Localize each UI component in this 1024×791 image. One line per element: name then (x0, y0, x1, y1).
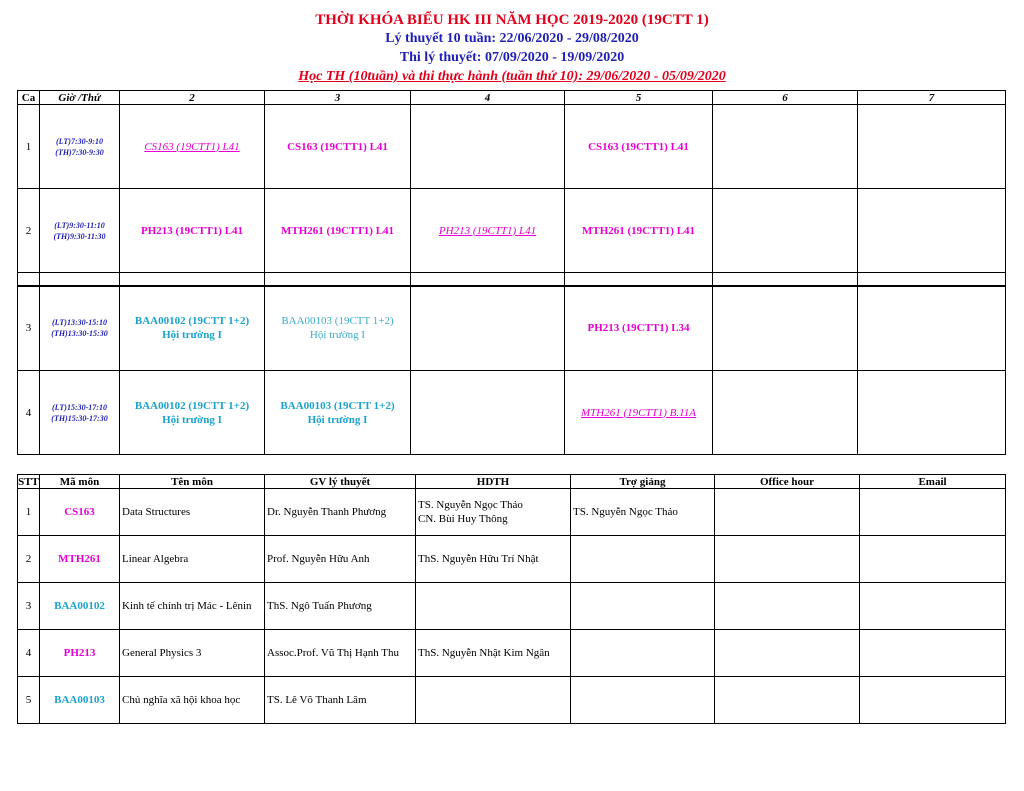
class-cell (411, 371, 565, 455)
time-th: (TH)13:30-15:30 (51, 329, 108, 339)
time-slot (40, 371, 120, 455)
col-day-5: 5 (565, 91, 713, 105)
ca-number: 4 (18, 371, 40, 455)
course-name: Kinh tế chính trị Mác - Lênin (120, 583, 265, 630)
course-header-row (18, 475, 1006, 489)
course-stt: 2 (18, 536, 40, 583)
schedule-row (18, 371, 1006, 455)
class-room: Hội trường I (307, 413, 368, 426)
theory-period: Lý thuyết 10 tuần: 22/06/2020 - 29/08/2020 (385, 31, 639, 46)
col-lecturer: GV lý thuyết (265, 475, 416, 489)
spacer-row (18, 273, 1006, 286)
course-code: BAA00103 (40, 677, 120, 724)
class-cell (265, 371, 411, 455)
col-day-3: 3 (265, 91, 411, 105)
course-lecturer: Assoc.Prof. Vũ Thị Hạnh Thu (265, 630, 416, 677)
class-cell (858, 105, 1006, 189)
col-ta: Trợ giảng (571, 475, 715, 489)
class-cell: CS163 (19CTT1) L41 (265, 105, 411, 189)
time-th: (TH)7:30-9:30 (55, 147, 104, 157)
course-table (17, 474, 1006, 724)
class-cell (858, 286, 1006, 371)
course-office-hour (715, 677, 860, 724)
exam-period: Thi lý thuyết: 07/09/2020 - 19/09/2020 (399, 50, 625, 65)
class-code: BAA00103 (19CTT 1+2) (281, 315, 394, 328)
schedule-row (18, 105, 1006, 189)
class-cell (713, 371, 858, 455)
class-cell: CS163 (19CTT1) L41 (565, 105, 713, 189)
col-name: Tên môn (120, 475, 265, 489)
course-ta (571, 677, 715, 724)
course-code: PH213 (40, 630, 120, 677)
time-slot (40, 189, 120, 273)
col-day-7: 7 (858, 91, 1006, 105)
col-code: Mã môn (40, 475, 120, 489)
course-office-hour (715, 583, 860, 630)
ca-number: 1 (18, 105, 40, 189)
class-code: BAA00102 (19CTT 1+2) (134, 315, 250, 328)
course-stt: 1 (18, 489, 40, 536)
schedule-table (17, 90, 1006, 455)
col-hdth: HDTH (416, 475, 571, 489)
hdth-name: CN. Bùi Huy Thông (418, 513, 508, 525)
course-row (18, 489, 1006, 536)
class-cell[interactable]: PH213 (19CTT1) L41 (411, 189, 565, 273)
col-day-4: 4 (411, 91, 565, 105)
course-row (18, 536, 1006, 583)
course-name: Linear Algebra (120, 536, 265, 583)
class-code: BAA00102 (19CTT 1+2) (134, 399, 250, 412)
schedule-row (18, 286, 1006, 371)
course-row (18, 630, 1006, 677)
course-office-hour (715, 536, 860, 583)
course-hdth (416, 489, 571, 536)
col-day-2: 2 (120, 91, 265, 105)
schedule-row (18, 189, 1006, 273)
course-ta (571, 583, 715, 630)
class-cell[interactable]: MTH261 (19CTT1) B.11A (565, 371, 713, 455)
course-hdth: ThS. Nguyễn Nhật Kim Ngân (416, 630, 571, 677)
class-cell[interactable]: CS163 (19CTT1) L41 (120, 105, 265, 189)
course-email (860, 536, 1006, 583)
time-lt: (LT)13:30-15:10 (52, 318, 107, 328)
course-lecturer: TS. Lê Võ Thanh Lâm (265, 677, 416, 724)
class-cell (120, 371, 265, 455)
class-cell (713, 189, 858, 273)
course-hdth (416, 677, 571, 724)
time-lt: (LT)15:30-17:10 (52, 402, 107, 412)
course-lecturer: ThS. Ngô Tuấn Phương (265, 583, 416, 630)
class-cell (713, 105, 858, 189)
class-cell (120, 286, 265, 371)
time-th: (TH)9:30-11:30 (53, 231, 106, 241)
col-ca: Ca (18, 91, 40, 105)
course-lecturer: Prof. Nguyễn Hữu Anh (265, 536, 416, 583)
class-code: BAA00103 (19CTT 1+2) (280, 399, 395, 412)
course-code: CS163 (40, 489, 120, 536)
time-th: (TH)15:30-17:30 (51, 413, 108, 423)
class-cell (411, 286, 565, 371)
class-cell: PH213 (19CTT1) L34 (565, 286, 713, 371)
course-office-hour (715, 489, 860, 536)
course-lecturer: Dr. Nguyễn Thanh Phương (265, 489, 416, 536)
schedule-header-row (18, 91, 1006, 105)
class-cell (411, 105, 565, 189)
course-name: Chủ nghĩa xã hội khoa học (120, 677, 265, 724)
course-email (860, 489, 1006, 536)
course-hdth (416, 583, 571, 630)
course-name: Data Structures (120, 489, 265, 536)
col-stt: STT (18, 475, 39, 488)
course-row (18, 583, 1006, 630)
course-stt: 3 (18, 583, 40, 630)
class-room: Hội trường I (162, 329, 222, 342)
course-stt: 4 (18, 630, 40, 677)
class-cell (858, 189, 1006, 273)
class-cell (713, 286, 858, 371)
hdth-name: TS. Nguyễn Ngọc Thảo (418, 499, 523, 511)
class-cell (858, 371, 1006, 455)
time-lt: (LT)9:30-11:10 (54, 220, 105, 230)
course-ta (571, 630, 715, 677)
ca-number: 3 (18, 286, 40, 371)
class-cell: MTH261 (19CTT1) L41 (265, 189, 411, 273)
course-email (860, 677, 1006, 724)
col-day-6: 6 (713, 91, 858, 105)
time-slot (40, 286, 120, 371)
class-cell: PH213 (19CTT1) L41 (120, 189, 265, 273)
time-lt: (LT)7:30-9:10 (56, 136, 103, 146)
page-title: THỜI KHÓA BIỂU HK III NĂM HỌC 2019-2020 (19CTT 1) (315, 12, 709, 28)
practice-period: Học TH (10tuần) và thi thực hành (tuần thứ 10): 29/06/2020 - 05/09/2020 (298, 69, 726, 84)
course-email (860, 583, 1006, 630)
course-hdth: ThS. Nguyễn Hữu Trí Nhật (416, 536, 571, 583)
course-ta: TS. Nguyễn Ngọc Thảo (571, 489, 715, 536)
ca-number: 2 (18, 189, 40, 273)
course-stt: 5 (18, 677, 40, 724)
time-slot (40, 105, 120, 189)
class-room: Hội trường I (309, 329, 366, 342)
class-cell (265, 286, 411, 371)
class-room: Hội trường I (162, 413, 222, 426)
course-code: MTH261 (40, 536, 120, 583)
course-email (860, 630, 1006, 677)
course-row (18, 677, 1006, 724)
course-code: BAA00102 (40, 583, 120, 630)
course-office-hour (715, 630, 860, 677)
class-cell: MTH261 (19CTT1) L41 (565, 189, 713, 273)
col-email: Email (860, 475, 1006, 489)
col-office-hour: Office hour (715, 475, 860, 489)
course-name: General Physics 3 (120, 630, 265, 677)
course-ta (571, 536, 715, 583)
col-time: Giờ /Thứ (40, 91, 120, 105)
